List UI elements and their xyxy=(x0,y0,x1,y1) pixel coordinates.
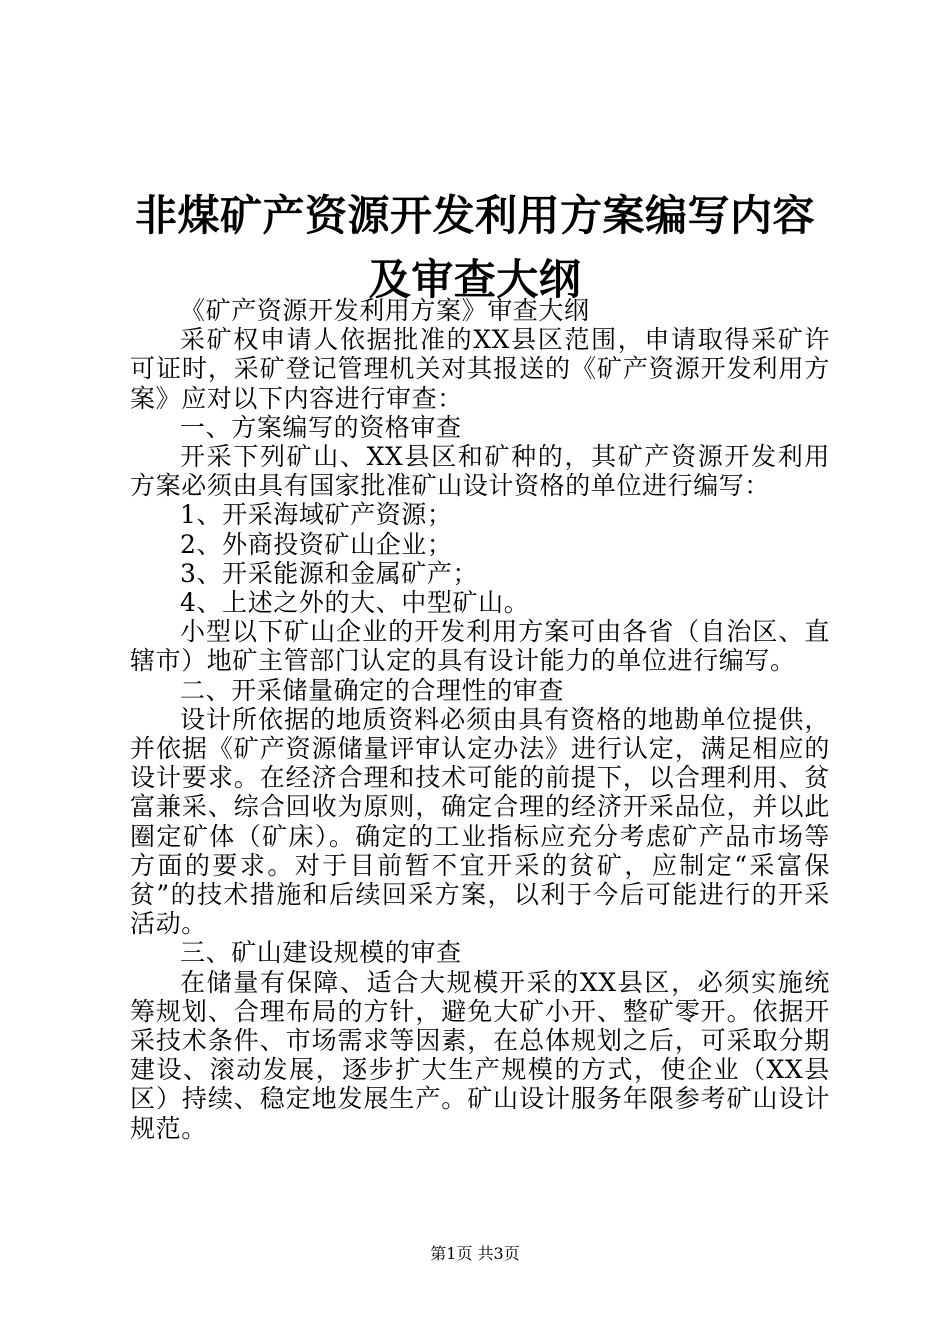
list-item: 4、上述之外的大、中型矿山。 xyxy=(180,588,530,618)
section-heading-1: 一、方案编写的资格审查 xyxy=(180,412,462,442)
page-number-footer: 第1页 共3页 xyxy=(430,1244,520,1263)
paragraph-intro: 采矿权申请人依据批准的XX县区范围，申请取得采矿许可证时，采矿登记管理机关对其报送的《矿产资源开发利用方案》应对以下内容进行审查： xyxy=(130,325,830,413)
paragraph-section-1: 开采下列矿山、XX县区和矿种的，其矿产资源开发利用方案必须由具有国家批准矿山设计资格的单位进行编写： xyxy=(130,442,830,501)
section-heading-3: 三、矿山建设规模的审查 xyxy=(180,938,462,968)
paragraph-outline-heading: 《矿产资源开发利用方案》审查大纲 xyxy=(180,296,590,325)
document-body xyxy=(130,296,830,1143)
paragraph-section-3: 在储量有保障、适合大规模开采的XX县区，必须实施统筹规划、合理布局的方针，避免大矿小开、整矿零开。依据开采技术条件、市场需求等因素，在总体规划之后，可采取分期建设、滚动发展，逐步扩大生产规模的方式，使企业（XX县区）持续、稳定地发展生产。矿山设计服务年限参考矿山设计规范。 xyxy=(130,967,830,1143)
document-title: 非煤矿产资源开发利用方案编写内容及审查大纲 xyxy=(134,191,815,304)
list-item: 3、开采能源和金属矿产； xyxy=(180,558,479,588)
list-item: 1、开采海域矿产资源； xyxy=(180,500,453,530)
paragraph-small-mines: 小型以下矿山企业的开发利用方案可由各省（自治区、直辖市）地矿主管部门认定的具有设计能力的单位进行编写。 xyxy=(130,617,830,676)
list-item: 2、外商投资矿山企业； xyxy=(180,529,453,559)
paragraph-section-2: 设计所依据的地质资料必须由具有资格的地勘单位提供，并依据《矿产资源储量评审认定办法》进行认定，满足相应的设计要求。在经济合理和技术可能的前提下，以合理利用、贫富兼采、综合回收为原则，确定合理的经济开采品位，并以此圈定矿体（矿床）。确定的工业指标应充分考虑矿产品市场等方面的要求。对于目前暂不宜开采的贫矿，应制定“采富保贫”的技术措施和后续回采方案，以利于今后可能进行的开采活动。 xyxy=(130,704,830,939)
section-heading-2: 二、开采储量确定的合理性的审查 xyxy=(180,675,565,705)
